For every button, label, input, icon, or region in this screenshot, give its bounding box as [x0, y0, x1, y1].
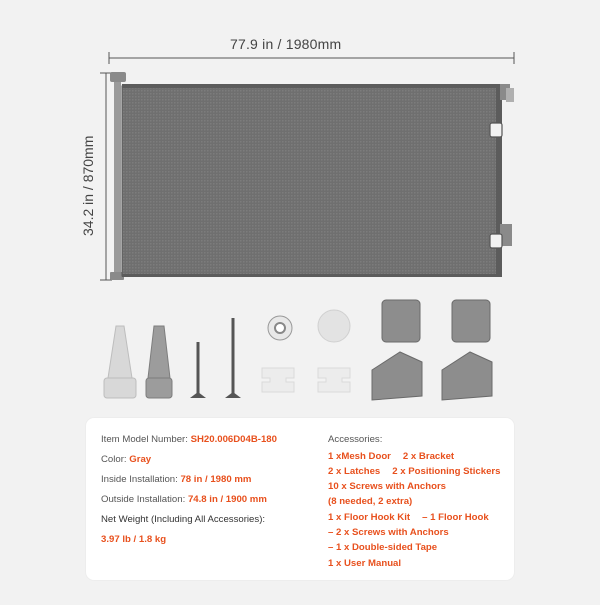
screw-icon: [190, 342, 206, 398]
outside-installation-value: 74.8 in / 1900 mm: [187, 494, 267, 505]
accessory-floor-hook: – 1 Floor Hook: [422, 511, 489, 523]
accessory-positioning-stickers: 2 x Positioning Stickers: [392, 465, 501, 477]
color-label: Color:: [101, 454, 127, 465]
accessory-screws: 10 x Screws with Anchors: [328, 481, 447, 493]
floor-hook-icon: [268, 316, 292, 340]
mesh-gate: [110, 72, 514, 280]
accessory-bracket: 2 x Bracket: [402, 450, 455, 462]
accessory-kit-screws: – 2 x Screws with Anchors: [328, 526, 449, 538]
accessories-list: [328, 432, 508, 571]
color-row: [101, 452, 316, 469]
width-dimension-label: 77.9 in / 1980mm: [230, 36, 342, 52]
model-number-row: [101, 432, 316, 449]
net-weight-label: Net Weight (Including All Accessories):: [101, 514, 266, 525]
model-number-label: Item Model Number:: [101, 434, 188, 445]
accessory-item: [328, 449, 508, 464]
specifications-list: [101, 432, 316, 549]
inside-installation-label: Inside Installation:: [101, 474, 178, 485]
positioning-sticker-icon: [318, 368, 350, 392]
wall-anchor-icon: [104, 326, 136, 398]
width-dimension-line: [109, 52, 514, 64]
height-dimension-line: [100, 73, 112, 280]
accessory-item: [328, 464, 508, 479]
model-number-value: SH20.006D04B-180: [190, 434, 277, 445]
inside-installation-value: 78 in / 1980 mm: [180, 474, 252, 485]
color-value: Gray: [129, 454, 152, 465]
latch-icon: [372, 352, 422, 400]
bracket-icon: [382, 300, 420, 342]
outside-installation-row: [101, 492, 316, 509]
accessory-kit-tape: – 1 x Double-sided Tape: [328, 542, 438, 554]
height-dimension-text: 34.2 in / 870mm: [80, 135, 96, 236]
tape-icon: [318, 310, 350, 342]
bracket-icon: [452, 300, 490, 342]
accessory-item: [328, 510, 508, 525]
accessory-screws-note: (8 needed, 2 extra): [328, 496, 413, 508]
accessory-mesh-door: 1 xMesh Door: [328, 450, 391, 462]
outside-installation-label: Outside Installation:: [101, 494, 186, 505]
latch-icon: [442, 352, 492, 400]
screw-icon: [225, 318, 241, 398]
positioning-sticker-icon: [262, 368, 294, 392]
inside-installation-row: [101, 472, 316, 489]
specifications-card: [86, 418, 514, 580]
net-weight-value: 3.97 lb / 1.8 kg: [101, 534, 167, 545]
accessories-title: Accessories:: [328, 434, 383, 445]
height-dimension-label: [80, 136, 96, 236]
accessory-floor-hook-kit: 1 x Floor Hook Kit: [328, 511, 411, 523]
accessory-user-manual: 1 x User Manual: [328, 557, 402, 569]
wall-anchor-icon: [146, 326, 172, 398]
accessory-latches: 2 x Latches: [328, 465, 381, 477]
